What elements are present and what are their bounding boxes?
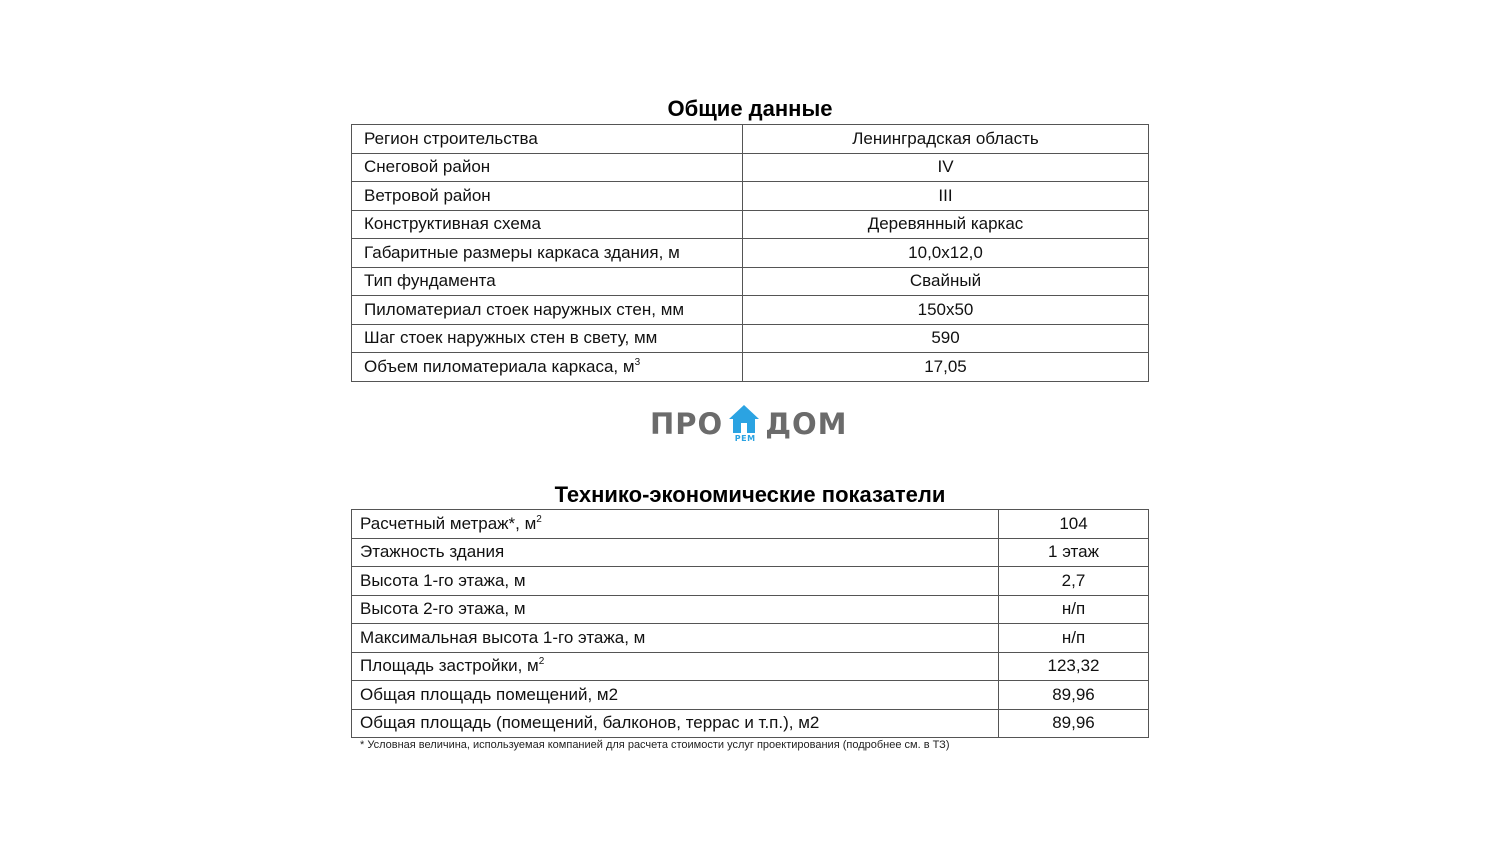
row-value: 89,96: [999, 681, 1149, 710]
row-label-text: Объем пиломатериала каркаса, м: [364, 356, 635, 376]
row-label: [352, 267, 743, 296]
row-label: [352, 182, 743, 211]
table-row: [352, 538, 1149, 567]
row-label-text: Общая площадь помещений, м2: [360, 684, 619, 704]
general-data-title: Общие данные: [667, 96, 833, 121]
row-value: IV: [743, 153, 1149, 182]
row-label-text: Общая площадь (помещений, балконов, террас и т.п.), м2: [360, 713, 820, 733]
row-label: [352, 624, 999, 653]
table-row: [352, 595, 1149, 624]
tech-indicators-body: [352, 510, 1149, 738]
row-label-text: Шаг стоек наружных стен в свету, мм: [364, 328, 658, 348]
row-label-text: Площадь застройки, м: [360, 656, 539, 676]
row-label: [352, 538, 999, 567]
unit-superscript: 2: [538, 656, 545, 668]
row-value: 123,32: [999, 652, 1149, 681]
table-row: [352, 353, 1149, 382]
table-row: [352, 324, 1149, 353]
footnote: * Условная величина, используемая компанией для расчета стоимости услуг проектирования (подробнее см. в ТЗ): [360, 739, 950, 751]
table-row: [352, 125, 1149, 154]
row-label: [352, 324, 743, 353]
row-label-text: Максимальная высота 1-го этажа, м: [360, 627, 646, 647]
table-row: [352, 624, 1149, 653]
row-label-text: Ветровой район: [364, 185, 491, 205]
row-label-text: Габаритные размеры каркаса здания, м: [364, 242, 680, 262]
table-row: [352, 267, 1149, 296]
row-label-text: Снеговой район: [364, 157, 491, 177]
row-value: 2,7: [999, 567, 1149, 596]
row-label-text: Высота 2-го этажа, м: [360, 599, 526, 619]
logo-house-caption: РЕМ: [734, 434, 756, 443]
row-label-text: Пиломатериал стоек наружных стен, мм: [364, 299, 685, 319]
tech-indicators-title: Технико-экономические показатели: [554, 482, 946, 507]
row-label: [352, 353, 743, 382]
row-label-text: Расчетный метраж*, м: [360, 513, 537, 533]
row-label: [352, 567, 999, 596]
row-value: 17,05: [743, 353, 1149, 382]
house-icon: [727, 402, 761, 446]
row-value: III: [743, 182, 1149, 211]
table-row: [352, 153, 1149, 182]
table-row: [352, 510, 1149, 539]
table-row: [352, 709, 1149, 738]
row-value: н/п: [999, 624, 1149, 653]
table-row: [352, 182, 1149, 211]
tech-indicators-table: [351, 509, 1149, 738]
table-row: [352, 681, 1149, 710]
pro-dom-logo: [650, 402, 850, 446]
row-value: 590: [743, 324, 1149, 353]
row-value: Свайный: [743, 267, 1149, 296]
row-label: [352, 595, 999, 624]
row-label-text: Тип фундамента: [364, 271, 496, 291]
row-value: н/п: [999, 595, 1149, 624]
row-value: 1 этаж: [999, 538, 1149, 567]
row-label-text: Высота 1-го этажа, м: [360, 570, 526, 590]
table-row: [352, 652, 1149, 681]
row-label-text: Конструктивная схема: [364, 214, 541, 234]
row-label: [352, 681, 999, 710]
general-data-table: [351, 124, 1149, 382]
logo-word-left: ПРО: [650, 407, 724, 441]
row-label-text: Регион строительства: [364, 128, 538, 148]
row-value: 10,0x12,0: [743, 239, 1149, 268]
unit-superscript: 2: [536, 513, 542, 525]
row-label-text: Этажность здания: [360, 542, 505, 562]
row-value: 104: [999, 510, 1149, 539]
row-value: 89,96: [999, 709, 1149, 738]
table-row: [352, 210, 1149, 239]
unit-superscript: 3: [634, 356, 641, 368]
row-label: [352, 652, 999, 681]
general-data-body: [352, 125, 1149, 382]
row-label: [352, 709, 999, 738]
row-label: [352, 239, 743, 268]
table-row: [352, 296, 1149, 325]
row-label: [352, 153, 743, 182]
row-value: Деревянный каркас: [743, 210, 1149, 239]
row-label: [352, 510, 999, 539]
row-value: Ленинградская область: [743, 125, 1149, 154]
row-label: [352, 210, 743, 239]
logo-word-right: ДОМ: [765, 407, 848, 441]
table-row: [352, 567, 1149, 596]
row-label: [352, 125, 743, 154]
row-value: 150x50: [743, 296, 1149, 325]
table-row: [352, 239, 1149, 268]
row-label: [352, 296, 743, 325]
house-icon-graphic: [727, 402, 761, 436]
